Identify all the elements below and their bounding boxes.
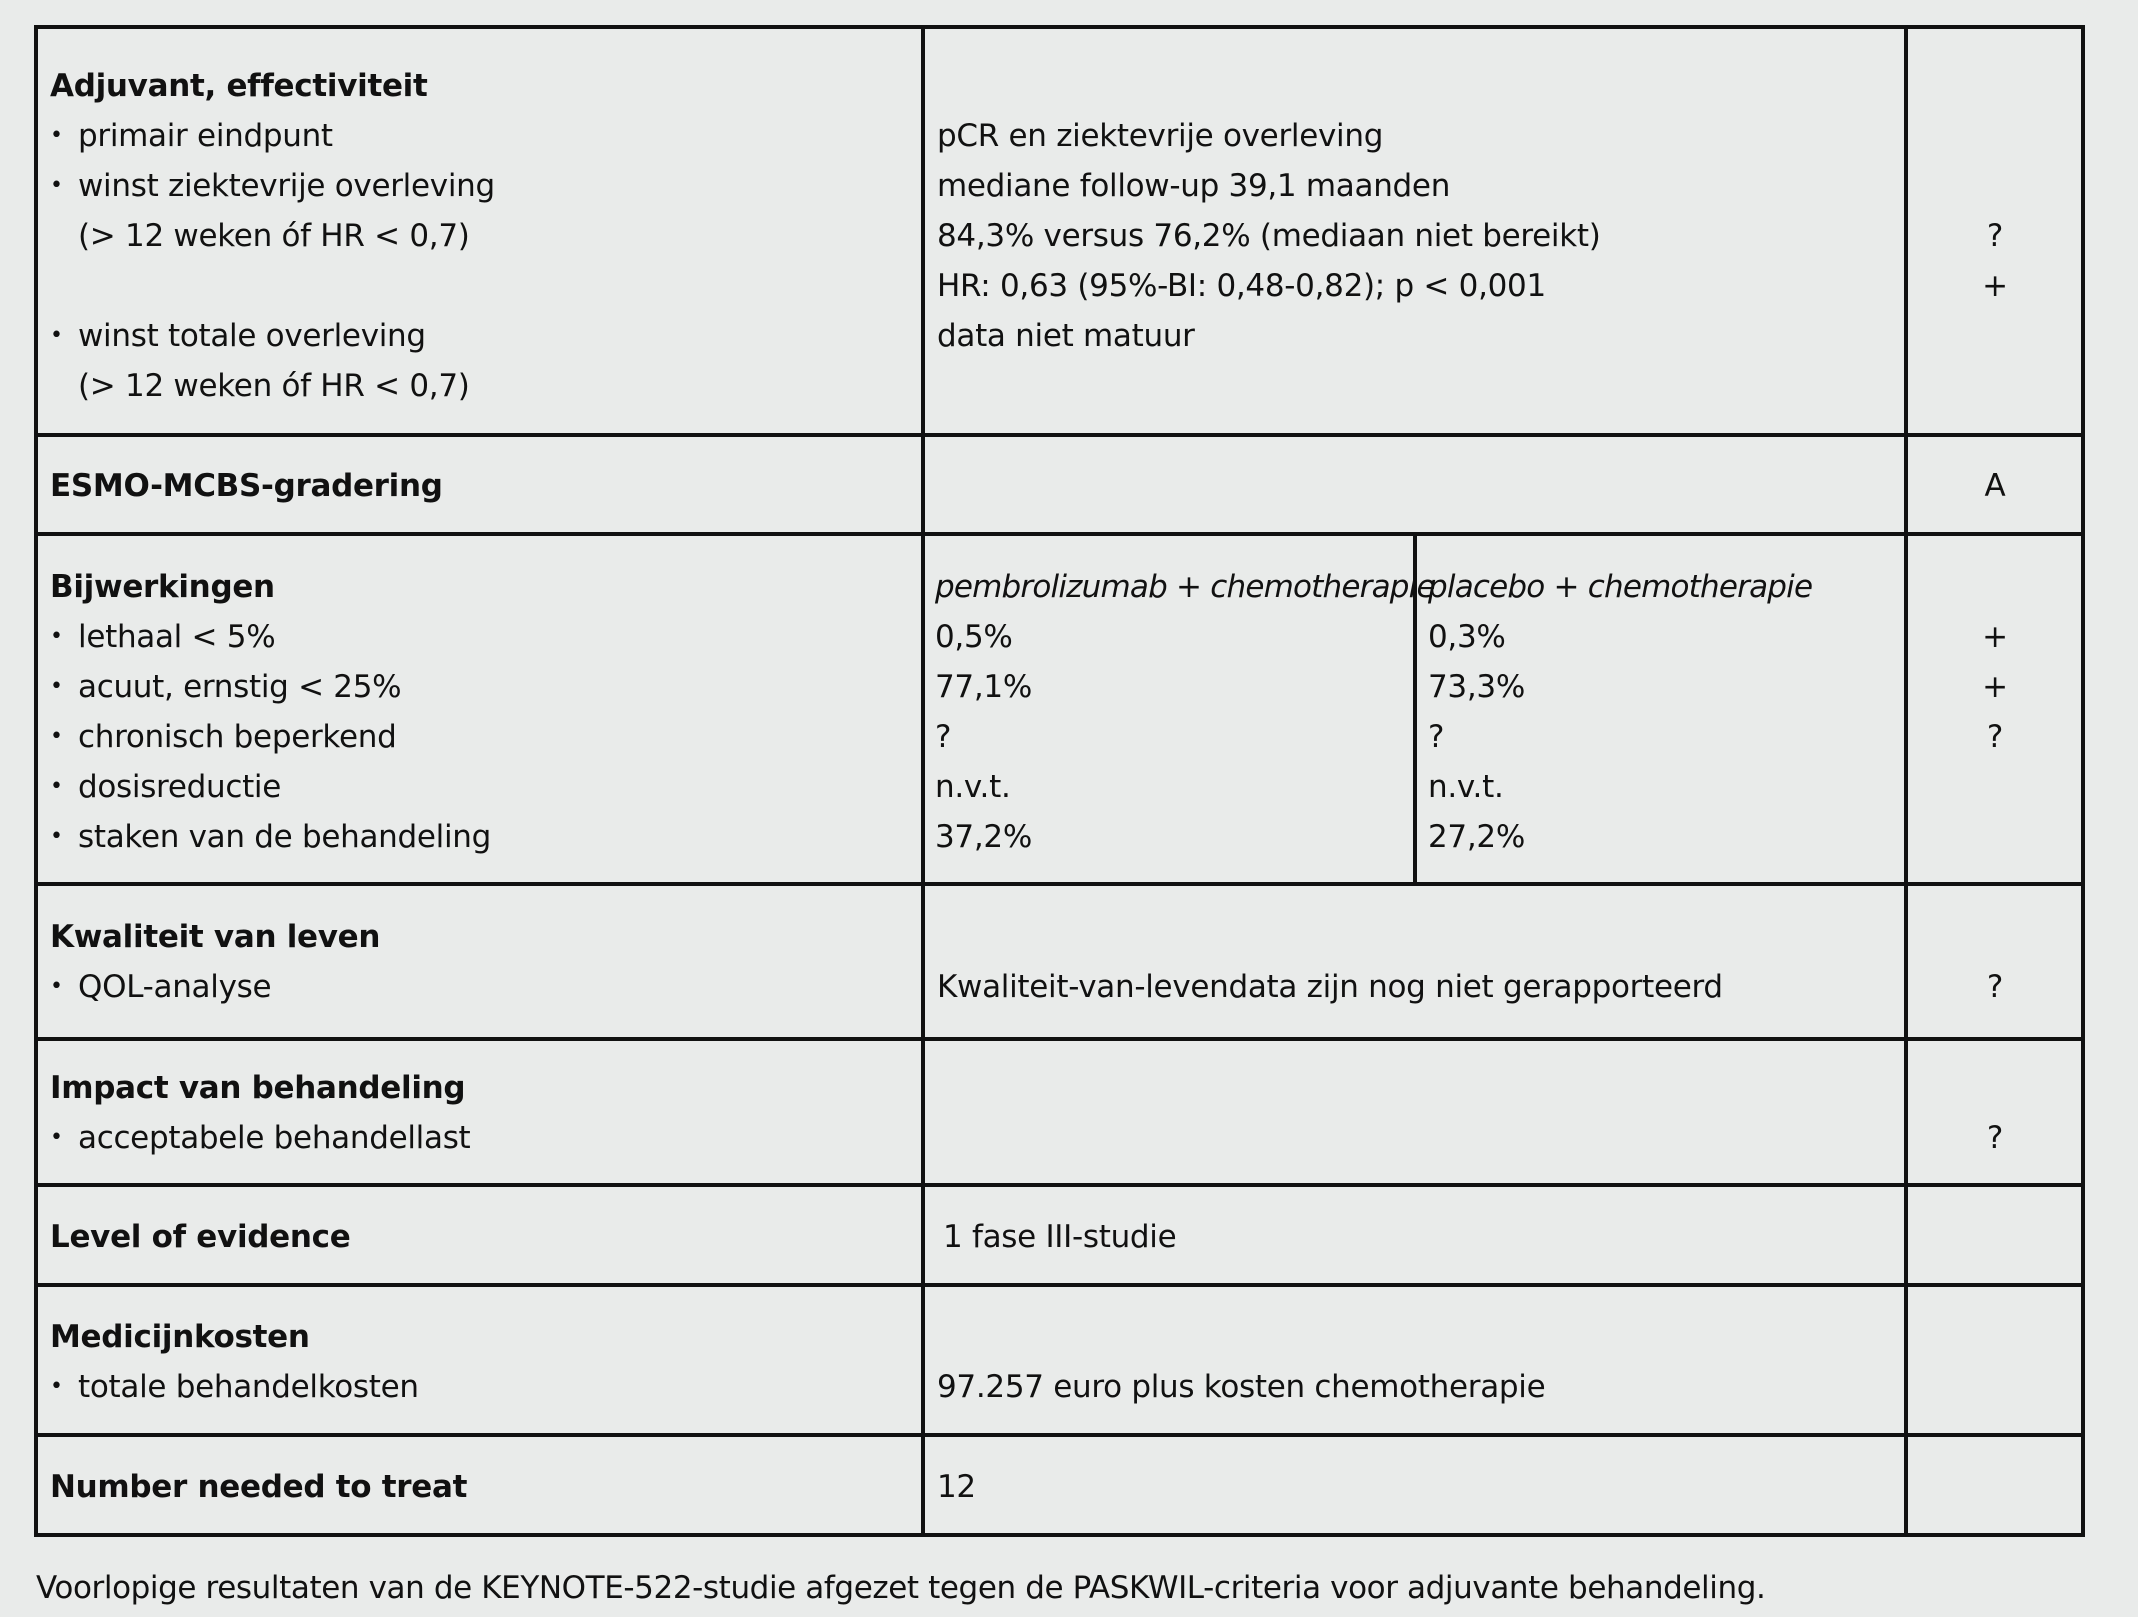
row-divider — [36, 1433, 2084, 1437]
criterion-item — [50, 762, 491, 812]
row-heading: Kwaliteit van leven — [50, 919, 381, 955]
row-divider — [36, 532, 2084, 536]
row-divider — [36, 882, 2084, 886]
criteria-cell — [50, 912, 380, 1012]
score-value: ? — [1986, 969, 2004, 1005]
criteria-cell — [50, 1212, 350, 1262]
score-value: ? — [1986, 1120, 2004, 1156]
criterion-item — [50, 161, 495, 211]
result-value: HR: 0,63 (95%-BI: 0,48-0,82); p < 0,001 — [937, 268, 1546, 304]
score-value: ? — [1986, 719, 2004, 755]
criteria-cell — [50, 1063, 470, 1163]
criterion-item — [50, 1113, 470, 1163]
arm-value: 73,3% — [1428, 669, 1525, 705]
score-value: + — [1982, 268, 2008, 304]
arm-value: 0,5% — [935, 619, 1013, 655]
criterion-label: dosisreductie — [78, 769, 282, 805]
result-value: data niet matuur — [937, 318, 1195, 354]
criterion-label: acceptabele behandellast — [78, 1120, 471, 1156]
criterion-label: acuut, ernstig < 25% — [78, 669, 402, 705]
criterion-label: QOL-analyse — [78, 969, 272, 1005]
result-cell — [943, 1212, 1176, 1262]
result-value: Kwaliteit-van-levendata zijn nog niet gerapporteerd — [937, 969, 1723, 1005]
row-divider — [36, 1183, 2084, 1187]
table-border-top — [36, 25, 2084, 29]
row-heading: Adjuvant, effectiviteit — [50, 68, 428, 104]
criterion-label: staken van de behandeling — [78, 819, 492, 855]
result-value: pCR en ziektevrije overleving — [937, 118, 1384, 154]
score-cell — [1908, 962, 2082, 1012]
arm-value: ? — [935, 719, 952, 755]
arm-value: ? — [1428, 719, 1445, 755]
row-divider — [36, 1283, 2084, 1287]
row-heading: Bijwerkingen — [50, 569, 275, 605]
score-cell — [1908, 1113, 2082, 1163]
score-value: ? — [1986, 218, 2004, 254]
score-value: + — [1982, 619, 2008, 655]
arm-value: 27,2% — [1428, 819, 1525, 855]
criteria-cell — [50, 562, 491, 862]
arm-value: 77,1% — [935, 669, 1032, 705]
arm1-cell — [935, 562, 1435, 862]
criterion-item — [50, 662, 491, 712]
score-cell — [1908, 612, 2082, 762]
criteria-cell — [50, 461, 443, 511]
row-heading: ESMO-MCBS-gradering — [50, 468, 443, 504]
criterion-label: chronisch beperkend — [78, 719, 397, 755]
table-border-left — [34, 25, 38, 1537]
result-cell — [937, 962, 1723, 1012]
result-cell — [937, 1362, 1545, 1412]
row-heading: Number needed to treat — [50, 1469, 468, 1505]
criteria-cell — [50, 61, 495, 411]
criteria-cell — [50, 1462, 467, 1512]
arm-value: 37,2% — [935, 819, 1032, 855]
row-divider — [36, 433, 2084, 437]
score-value: A — [1984, 468, 2006, 504]
row-heading: Impact van behandeling — [50, 1070, 466, 1106]
arm-label: pembrolizumab + chemotherapie — [935, 569, 1435, 605]
criteria-cell — [50, 1312, 419, 1412]
criterion-note: (> 12 weken óf HR < 0,7) — [78, 368, 470, 404]
criterion-note: (> 12 weken óf HR < 0,7) — [78, 218, 470, 254]
result-value: 84,3% versus 76,2% (mediaan niet bereikt) — [937, 218, 1601, 254]
criterion-label: lethaal < 5% — [78, 619, 276, 655]
criterion-item — [50, 962, 380, 1012]
table-caption: Voorlopige resultaten van de KEYNOTE-522-studie afgezet tegen de PASKWIL-criteria voor adjuvante behandeling. — [36, 1570, 1766, 1606]
criterion-item — [50, 311, 495, 361]
criterion-item — [50, 812, 491, 862]
table-border-bottom — [36, 1533, 2084, 1537]
criterion-label: totale behandelkosten — [78, 1369, 419, 1405]
criterion-item — [50, 111, 495, 161]
arm-label: placebo + chemotherapie — [1428, 569, 1813, 605]
row-heading: Medicijnkosten — [50, 1319, 310, 1355]
arm-value: 0,3% — [1428, 619, 1506, 655]
result-value: mediane follow-up 39,1 maanden — [937, 168, 1451, 204]
result-cell — [937, 111, 1601, 361]
result-value: 12 — [937, 1469, 976, 1505]
arm-value: n.v.t. — [1428, 769, 1504, 805]
result-value: 1 fase III-studie — [943, 1219, 1177, 1255]
score-value: + — [1982, 669, 2008, 705]
row-heading: Level of evidence — [50, 1219, 351, 1255]
criterion-item — [50, 1362, 419, 1412]
result-cell — [937, 1462, 976, 1512]
criterion-item — [50, 712, 491, 762]
row-divider — [36, 1037, 2084, 1041]
criterion-label: winst ziektevrije overleving — [78, 168, 495, 204]
criterion-label: winst totale overleving — [78, 318, 426, 354]
criterion-item — [50, 612, 491, 662]
column-divider — [921, 25, 925, 1537]
arm2-cell — [1428, 562, 1812, 862]
score-cell — [1908, 211, 2082, 311]
score-cell — [1908, 461, 2082, 511]
arm-value: n.v.t. — [935, 769, 1011, 805]
criterion-label: primair eindpunt — [78, 118, 333, 154]
result-value: 97.257 euro plus kosten chemotherapie — [937, 1369, 1546, 1405]
